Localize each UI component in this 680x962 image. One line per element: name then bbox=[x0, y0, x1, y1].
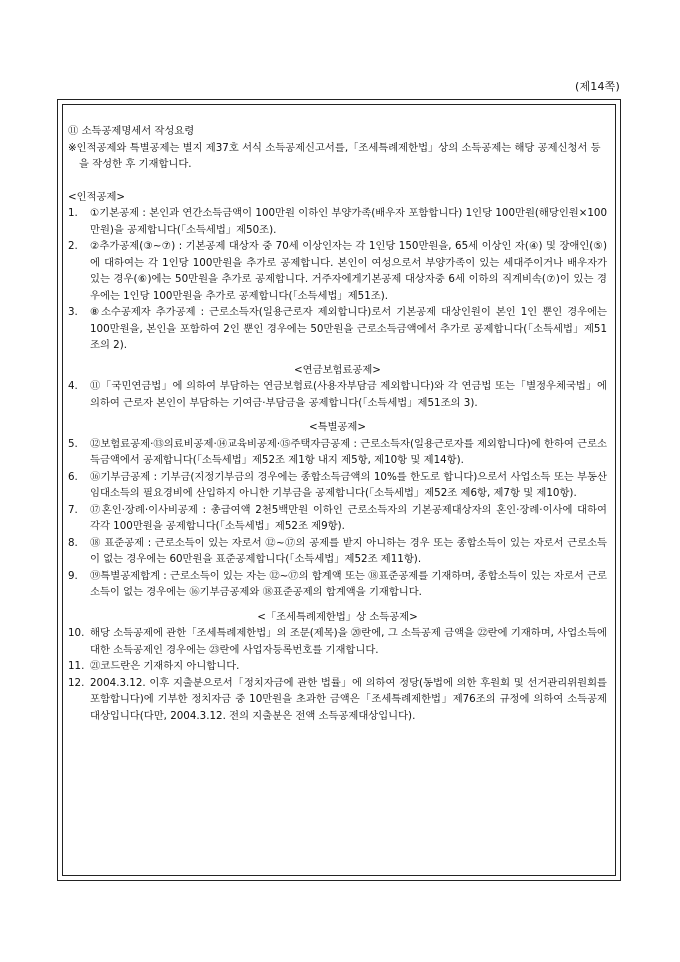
list-item bbox=[68, 378, 607, 411]
list-item bbox=[68, 658, 607, 675]
section-heading: ⑪ 소득공제명세서 작성요령 bbox=[68, 125, 195, 137]
list-item bbox=[68, 675, 607, 725]
item-number: 7. bbox=[68, 503, 78, 516]
item-text: ⑫보험료공제·⑬의료비공제·⑭교육비공제·⑮주택자금공제 : 근로소득자(일용근로자를 제외합니다)에 한하여 근로소득금액에서 공제합니다(「소득세법」제52조 제1항 내지 제5항, 제10항 및 제14항). bbox=[90, 437, 607, 466]
list-item bbox=[68, 568, 607, 601]
item-number: 9. bbox=[68, 569, 78, 582]
section-title-special: <특별공제> bbox=[308, 421, 367, 433]
item-number: 3. bbox=[68, 306, 78, 318]
section-title-personal: <인적공제> bbox=[68, 190, 126, 203]
item-text: ⑯기부금공제 : 기부금(지정기부금의 경우에는 종합소득금액의 10%를 한도로 합니다)으로서 사업소득 또는 부동산임대소득의 필요경비에 산입하지 아니한 기부금을 공제합니다(「소득세법」제52조 제6항, 제7항 및 제10항). bbox=[90, 470, 607, 499]
page-number: (제14쪽) bbox=[574, 80, 620, 93]
list-item bbox=[68, 238, 607, 304]
item-number: 12. bbox=[68, 676, 85, 689]
item-text: ⑪「국민연금법」에 의하여 부담하는 연금보험료(사용자부담금 제외합니다)와 각 연금법 또는「별정우체국법」에 의하여 근로자 본인이 부담하는 기여금·부담금을 공제합니다(「소득세법」제51조의 3). bbox=[90, 380, 607, 409]
note-text: ※인적공제와 특별공제는 별지 제37호 서식 소득공제신고서를,「조세특례제한법」상의 소득공제는 해당 공제신청서 등을 작성한 후 기재합니다. bbox=[68, 141, 601, 170]
list-item bbox=[68, 469, 607, 502]
item-number: 2. bbox=[68, 240, 78, 252]
list-item bbox=[68, 625, 607, 658]
item-number: 8. bbox=[68, 536, 78, 549]
list-item bbox=[68, 304, 607, 354]
item-text: ⑰혼인·장례·이사비공제 : 총급여액 2천5백만원 이하인 근로소득자의 기본공제대상자의 혼인·장례·이사에 대하여 각각 100만원을 공제합니다(「소득세법」제52조 제9항). bbox=[90, 503, 607, 532]
instructions-box bbox=[62, 104, 616, 876]
item-text: ⑧소수공제자 추가공제 : 근로소득자(일용근로자 제외합니다)로서 기본공제 대상인원이 본인 1인 뿐인 경우에는 100만원을, 본인을 포함하여 2인 뿐인 경우에는 50만원을 근로소득금액에서 추가로 공제합니다(「소득세법」제51조의 2). bbox=[90, 306, 607, 351]
item-number: 1. bbox=[68, 207, 78, 219]
item-number: 6. bbox=[68, 470, 78, 483]
item-number: 10. bbox=[68, 627, 85, 639]
list-item bbox=[68, 205, 607, 238]
item-text: ㉑코드란은 기재하지 아니합니다. bbox=[90, 660, 240, 672]
item-text: 2004.3.12. 이후 지출분으로서「정치자금에 관한 법률」에 의하여 정당(동법에 의한 후원회 및 선거관리위원회를 포함합니다)에 기부한 정치자금 중 10만원을 초과한 금액은「조세특례제한법」제76조의 규정에 의하여 소득공제대상입니다(다만, 2004.3.12. 전의 지출분은 전액 소득공제대상입니다). bbox=[90, 676, 607, 722]
document-frame bbox=[57, 99, 621, 881]
item-number: 4. bbox=[68, 380, 78, 392]
item-text: ②추가공제(③~⑦) : 기본공제 대상자 중 70세 이상인자는 각 1인당 150만원을, 65세 이상인 자(④) 및 장애인(⑤)에 대하여는 각 1인당 100만원을 추가로 공제합니다. 본인이 여성으로서 부양가족이 있는 세대주이거나 배우자가 있는 경우(⑥)에는 50만원을 추가로 공제합니다. 거주자에게기본공제 대상자중 6세 이하의 직계비속(⑦)이 있는 경우에는 1인당 100만원을 추가로 공제합니다(「소득세법」제51조). bbox=[90, 240, 607, 302]
section-title-pension: <연금보험료공제> bbox=[294, 363, 381, 376]
item-text: 해당 소득공제에 관한「조세특례제한법」의 조문(제목)을 ⑳란에, 그 소득공제 금액을 ㉒란에 기재하며, 사업소득에 대한 소득공제인 경우에는 ㉓란에 사업자등록번호를 기재합니다. bbox=[90, 627, 607, 656]
item-number: 11. bbox=[68, 660, 85, 672]
item-number: 5. bbox=[68, 437, 78, 450]
list-item bbox=[68, 535, 607, 568]
list-item bbox=[68, 436, 607, 469]
item-text: ⑲특별공제합계 : 근로소득이 있는 자는 ⑫~⑰의 합계액 또는 ⑱표준공제를 기재하며, 종합소득이 있는 자로서 근로소득이 없는 경우에는 ⑯기부금공제와 ⑱표준공제의 합계액을 기재합니다. bbox=[90, 569, 607, 598]
item-text: ⑱ 표준공제 : 근로소득이 있는 자로서 ⑫~⑰의 공제를 받지 아니하는 경우 또는 종합소득이 있는 자로서 근로소득이 없는 경우에는 60만원을 표준공제합니다(「소득세법」제52조 제11항). bbox=[90, 536, 607, 565]
item-text: ①기본공제 : 본인과 연간소득금액이 100만원 이하인 부양가족(배우자 포함합니다) 1인당 100만원(해당인원×100만원)을 공제합니다(「소득세법」제50조). bbox=[90, 207, 607, 236]
section-title-tax-law: <「조세특례제한법」상 소득공제> bbox=[257, 610, 418, 623]
list-item bbox=[68, 502, 607, 535]
